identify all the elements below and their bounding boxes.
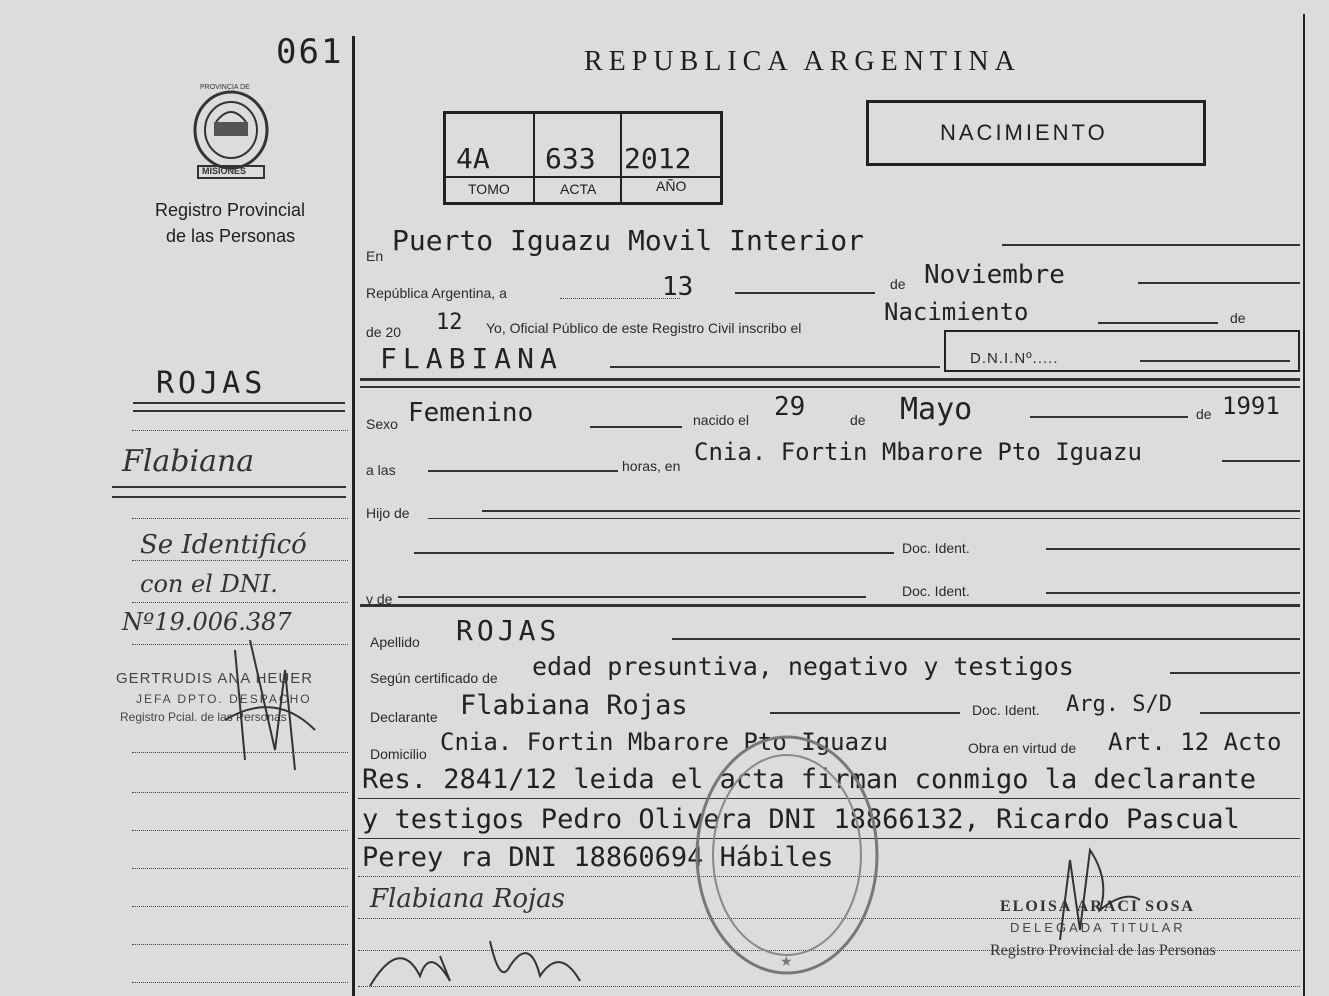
tomo-label: TOMO (468, 181, 510, 197)
form-line (1138, 282, 1300, 284)
form-line (1046, 548, 1300, 550)
form-line (1030, 416, 1188, 418)
en-label: En (366, 248, 384, 264)
right-border (1303, 14, 1305, 996)
dni-label: D.N.I.Nº..... (970, 350, 1059, 367)
domicilio-label: Domicilio (370, 746, 427, 762)
form-line (1200, 712, 1300, 714)
left-rule (112, 486, 346, 488)
left-rule (112, 496, 346, 498)
left-dotted-line (132, 982, 348, 983)
declarante-label: Declarante (370, 709, 438, 725)
form-line (672, 638, 1300, 640)
form-line (398, 596, 866, 598)
form-line (770, 712, 960, 714)
birth-month: Mayo (900, 392, 973, 427)
segun-label: Según certificado de (370, 670, 498, 686)
text-line-b: y testigos Pedro Olivera DNI 18866132, Ricardo Pascual (362, 804, 1240, 835)
left-dotted-line (132, 944, 348, 945)
inscribo-value: Nacimiento (884, 298, 1029, 326)
declarante-signature: Flabiana Rojas (370, 884, 565, 914)
left-dotted-line (132, 560, 348, 561)
svg-text:★: ★ (780, 953, 793, 969)
left-given-name: Flabiana (122, 444, 255, 479)
birth-year: 1991 (1222, 392, 1280, 420)
stamp-role: JEFA DPTO. DESPACHO (136, 692, 312, 706)
obra-value: Art. 12 Acto (1108, 728, 1282, 756)
obra-label: Obra en virtud de (968, 740, 1077, 756)
left-rule (133, 410, 345, 412)
acta-label: ACTA (560, 181, 597, 197)
domicilio-value: Cnia. Fortin Mbarore Pto Iguazu (440, 728, 888, 756)
anio-value: 2012 (624, 142, 692, 175)
form-line (428, 470, 618, 472)
form-line (414, 552, 894, 554)
doc-ident-3: Doc. Ident. (972, 702, 1040, 718)
left-dotted-line (132, 906, 348, 907)
office-stamp (692, 730, 882, 980)
left-note-3: Nº19.006.387 (122, 608, 292, 636)
form-line (735, 292, 875, 294)
acta-value: 633 (545, 142, 596, 175)
official-name: ELOISA ARACI SOSA (1000, 898, 1195, 915)
en-value: Puerto Iguazu Movil Interior (392, 224, 865, 257)
seal-text-top: PROVINCIA DE (200, 84, 250, 91)
apellido-value: ROJAS (456, 614, 561, 647)
form-line (590, 426, 682, 428)
stamp-office: Registro Pcial. de las Personas (120, 710, 287, 724)
text-line-c: Perey ra DNI 18860694 Hábiles (362, 842, 834, 873)
record-number: 061 (276, 32, 344, 72)
left-surname: ROJAS (156, 366, 267, 401)
witness-signatures (360, 926, 600, 996)
sexo-value: Femenino (408, 398, 534, 428)
left-note-2: con el DNI. (140, 570, 278, 598)
segun-value: edad presuntiva, negativo y testigos (532, 652, 1074, 681)
registry-line2: de las Personas (166, 226, 296, 246)
yde-label: y de (366, 591, 393, 607)
declarante-value: Flabiana Rojas (460, 690, 688, 721)
register-divider (620, 111, 622, 205)
doc-ident-1: Doc. Ident. (902, 540, 970, 556)
form-line (1002, 244, 1300, 246)
left-dotted-line (132, 792, 348, 793)
name-value: FLABIANA (380, 342, 563, 375)
doc-ident-3-value: Arg. S/D (1066, 692, 1172, 717)
left-dotted-line (132, 430, 348, 431)
registry-line1: Registro Provincial (155, 200, 306, 220)
left-dotted-line (132, 644, 348, 645)
place-value: Cnia. Fortin Mbarore Pto Iguazu (694, 438, 1142, 466)
apellido-label: Apellido (370, 634, 420, 650)
alas-label: a las (366, 462, 396, 478)
register-divider (533, 111, 535, 205)
month-value: Noviembre (924, 260, 1065, 290)
day-value: 13 (662, 272, 694, 302)
left-dotted-line (132, 868, 348, 869)
form-line (428, 518, 1300, 519)
section-rule (360, 604, 1300, 607)
left-dotted-line (132, 518, 348, 519)
tomo-value: 4A (456, 142, 490, 175)
sexo-label: Sexo (366, 416, 398, 432)
official-office: Registro Provincial de las Personas (990, 942, 1216, 959)
horas-label: horas, en (622, 458, 681, 474)
hijo-label: Hijo de (366, 505, 410, 521)
doc-type: NACIMIENTO (940, 120, 1108, 145)
left-note-1: Se Identificó (140, 530, 307, 560)
form-line (1222, 460, 1300, 462)
republica-label: República Argentina, a (366, 285, 507, 301)
left-signature (215, 630, 325, 780)
form-line (610, 366, 940, 368)
left-dotted-line (132, 752, 348, 753)
country-title: REPUBLICA ARGENTINA (584, 46, 1021, 77)
de20-label: de 20 (366, 324, 402, 340)
de-label2: de (850, 412, 866, 428)
nacido-label: nacido el (693, 412, 750, 428)
doc-ident-2: Doc. Ident. (902, 583, 970, 599)
form-line (1170, 672, 1300, 674)
form-line (1098, 322, 1218, 324)
form-line (482, 510, 1300, 512)
stamp-name: GERTRUDIS ANA HEUER (116, 670, 314, 687)
form-line (1140, 360, 1290, 362)
column-divider (352, 36, 355, 996)
official-role: DELEGADA TITULAR (1010, 920, 1186, 935)
de-label: de (890, 276, 906, 292)
section-rule (360, 378, 1300, 381)
de-end: de (1230, 310, 1246, 326)
oficial-text: Yo, Oficial Público de este Registro Civil inscribo el (486, 320, 802, 336)
left-rule (133, 402, 345, 404)
text-line-a: Res. 2841/12 leida el acta firman conmigo la declarante (362, 764, 1257, 795)
birth-day: 29 (774, 392, 806, 422)
de-year-label: de (1196, 406, 1212, 422)
year-value: 12 (436, 310, 463, 335)
left-dotted-line (132, 830, 348, 831)
section-rule (360, 386, 1300, 388)
form-line (1046, 592, 1300, 594)
left-dotted-line (132, 602, 348, 603)
seal-text-bottom: MISIONES (202, 166, 247, 176)
anio-label: AÑO (656, 178, 687, 194)
